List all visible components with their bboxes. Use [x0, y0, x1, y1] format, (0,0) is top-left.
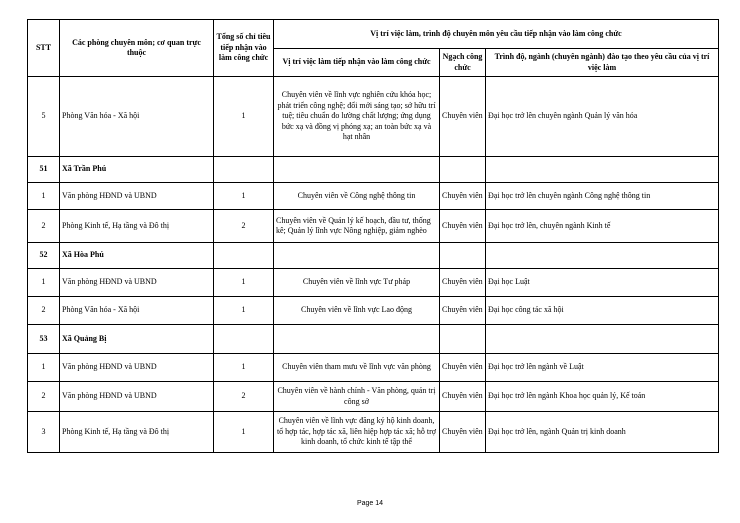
cell-department: Văn phòng HĐND và UBND [60, 183, 214, 210]
cell-stt: 1 [28, 183, 60, 210]
cell-department: Văn phòng HĐND và UBND [60, 269, 214, 297]
section-row [28, 243, 719, 269]
cell-rank: Chuyên viên [440, 210, 486, 243]
cell-qualification: Đại học trở lên chuyên ngành Quản lý văn hóa [486, 77, 719, 157]
table-row [28, 382, 719, 412]
cell-qualification: Đại học trở lên ngành về Luật [486, 354, 719, 382]
section-commune: Xã Quảng Bị [60, 325, 214, 354]
header-position: Vị trí việc làm tiếp nhận vào làm công chức [274, 49, 440, 77]
cell-total: 2 [214, 210, 274, 243]
table-row [28, 77, 719, 157]
table-row [28, 269, 719, 297]
section-row [28, 325, 719, 354]
cell-rank: Chuyên viên [440, 382, 486, 412]
cell-stt: 2 [28, 382, 60, 412]
cell-rank: Chuyên viên [440, 412, 486, 453]
table-row [28, 412, 719, 453]
cell-rank: Chuyên viên [440, 183, 486, 210]
cell-total: 2 [214, 382, 274, 412]
cell-department: Phòng Kinh tế, Hạ tầng và Đô thị [60, 412, 214, 453]
table-row [28, 354, 719, 382]
cell-position: Chuyên viên về Công nghệ thông tin [274, 183, 440, 210]
cell-qualification: Đại học trở lên chuyên ngành Công nghệ thông tin [486, 183, 719, 210]
cell-position: Chuyên viên về Quản lý kế hoạch, đầu tư, thống kê; Quản lý lĩnh vực Nông nghiệp, giảm nghèo [274, 210, 440, 243]
cell-total: 1 [214, 354, 274, 382]
table-row [28, 183, 719, 210]
table-row [28, 210, 719, 243]
cell-department: Văn phòng HĐND và UBND [60, 354, 214, 382]
cell-position: Chuyên viên về hành chính - Văn phòng, quản trị công sở [274, 382, 440, 412]
cell-rank: Chuyên viên [440, 77, 486, 157]
cell-total: 1 [214, 269, 274, 297]
cell-rank: Chuyên viên [440, 354, 486, 382]
header-stt: STT [28, 20, 60, 77]
cell-qualification: Đại học trở lên, chuyên ngành Kinh tế [486, 210, 719, 243]
header-department: Các phòng chuyên môn; cơ quan trực thuộc [60, 20, 214, 77]
cell-position: Chuyên viên về lĩnh vực nghiên cứu khóa học; phát triển công nghệ; đổi mới sáng tạo; sở hữu trí tuệ; tiêu chuẩn đo lường chất lượng; ứng dụng bức xạ và đồng vị phóng xạ; an toàn bức xạ và hạt nhân [274, 77, 440, 157]
cell-position: Chuyên viên tham mưu về lĩnh vực văn phòng [274, 354, 440, 382]
cell-qualification: Đại học trở lên ngành Khoa học quản lý, Kế toán [486, 382, 719, 412]
cell-department: Phòng Kinh tế, Hạ tầng và Đô thị [60, 210, 214, 243]
section-commune: Xã Trần Phú [60, 157, 214, 183]
cell-stt: 2 [28, 297, 60, 325]
header-total: Tổng số chỉ tiêu tiếp nhận vào làm công chức [214, 20, 274, 77]
cell-qualification: Đại học Luật [486, 269, 719, 297]
recruitment-table [27, 19, 719, 453]
cell-position: Chuyên viên về lĩnh vực Tư pháp [274, 269, 440, 297]
page-number: Page 14 [356, 500, 384, 507]
cell-qualification: Đại học công tác xã hội [486, 297, 719, 325]
cell-qualification: Đại học trở lên, ngành Quản trị kinh doanh [486, 412, 719, 453]
cell-rank: Chuyên viên [440, 297, 486, 325]
section-stt: 51 [28, 157, 60, 183]
header-qualification: Trình độ, ngành (chuyên ngành) đào tạo theo yêu cầu của vị trí việc làm [486, 49, 719, 77]
cell-total: 1 [214, 297, 274, 325]
cell-stt: 1 [28, 354, 60, 382]
table-row [28, 297, 719, 325]
section-row [28, 157, 719, 183]
cell-position: Chuyên viên về lĩnh vực Lao động [274, 297, 440, 325]
cell-stt: 5 [28, 77, 60, 157]
cell-total: 1 [214, 412, 274, 453]
section-stt: 52 [28, 243, 60, 269]
cell-department: Văn phòng HĐND và UBND [60, 382, 214, 412]
section-commune: Xã Hòa Phú [60, 243, 214, 269]
cell-department: Phòng Văn hóa - Xã hội [60, 77, 214, 157]
cell-position: Chuyên viên về lĩnh vực đăng ký hộ kinh doanh, tổ hợp tác, hợp tác xã, liên hiệp hợp tác xã; hỗ trợ kinh doanh, tổ chức kinh tế tập thể [274, 412, 440, 453]
cell-rank: Chuyên viên [440, 269, 486, 297]
cell-department: Phòng Văn hóa - Xã hội [60, 297, 214, 325]
cell-total: 1 [214, 183, 274, 210]
cell-stt: 1 [28, 269, 60, 297]
cell-total: 1 [214, 77, 274, 157]
header-group: Vị trí việc làm, trình độ chuyên môn yêu cầu tiếp nhận vào làm công chức [274, 20, 719, 49]
header-rank: Ngạch công chức [440, 49, 486, 77]
cell-stt: 3 [28, 412, 60, 453]
section-stt: 53 [28, 325, 60, 354]
cell-stt: 2 [28, 210, 60, 243]
